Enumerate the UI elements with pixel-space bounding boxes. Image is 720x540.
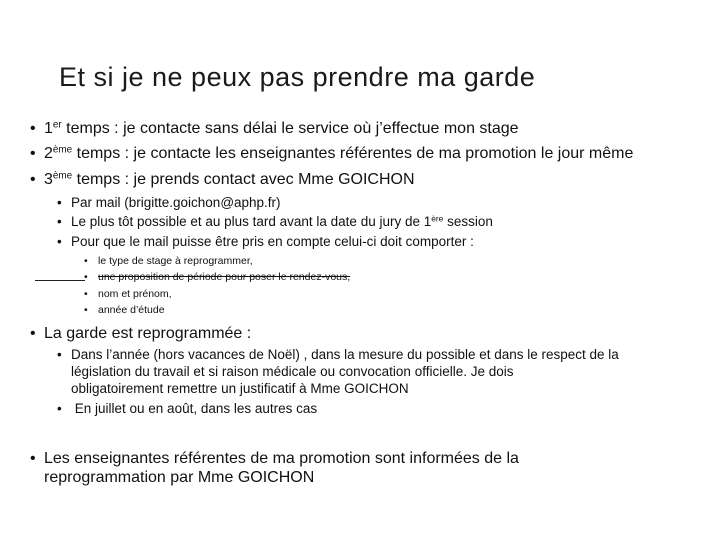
bullet: • xyxy=(30,171,36,188)
step-ordinal: er xyxy=(52,119,62,131)
bullet: • xyxy=(30,325,36,342)
step-number: 3 xyxy=(44,171,53,188)
contact-item-text: Par mail (brigitte.goichon@aphp.fr) xyxy=(71,195,281,210)
step-text: temps : je prends contact avec Mme GOICHON xyxy=(72,171,415,188)
mail-item xyxy=(84,271,350,283)
mail-item-text: le type de stage à reprogrammer, xyxy=(98,255,253,267)
contact-item-text: Le plus tôt possible et au plus tard avant la date du jury de 1 xyxy=(71,214,432,229)
bullet: • xyxy=(30,145,36,162)
reprog-heading-text: La garde est reprogrammée : xyxy=(44,325,252,342)
step-ordinal: ème xyxy=(52,170,73,182)
bullet: • xyxy=(57,401,62,416)
bullet: • xyxy=(30,120,36,137)
reprog-heading xyxy=(30,325,251,343)
reprog-item-year xyxy=(57,347,619,362)
step-text: temps : je contacte les enseignantes référentes de ma promotion le jour même xyxy=(72,145,634,162)
step-2 xyxy=(30,145,633,163)
reprog-item-year-line-3 xyxy=(71,381,409,396)
mail-item xyxy=(84,304,165,316)
bullet: • xyxy=(57,234,62,249)
bullet: • xyxy=(57,347,62,362)
reprog-item-summer xyxy=(57,401,317,416)
bullet: • xyxy=(84,304,88,316)
step-number: 1 xyxy=(44,120,53,137)
bullet: • xyxy=(84,288,88,300)
final-note-line-2 xyxy=(44,469,314,487)
contact-item-deadline xyxy=(57,214,493,229)
contact-item-text-end: session xyxy=(443,214,493,229)
final-note-text: Les enseignantes référentes de ma promotion sont informées de la xyxy=(44,450,519,467)
step-text: temps : je contacte sans délai le service où j’effectue mon stage xyxy=(61,120,519,137)
contact-item-requirements xyxy=(57,234,474,249)
divider-line xyxy=(35,280,85,281)
contact-item-ordinal: ère xyxy=(431,213,444,224)
step-number: 2 xyxy=(44,145,53,162)
step-1 xyxy=(30,120,519,138)
bullet: • xyxy=(84,255,88,267)
bullet: • xyxy=(57,195,62,210)
bullet: • xyxy=(84,271,88,283)
step-3 xyxy=(30,171,415,189)
step-ordinal: ème xyxy=(52,144,73,156)
mail-item-text: une proposition de période pour poser le rendez-vous, xyxy=(98,271,351,283)
slide-title: Et si je ne peux pas prendre ma garde xyxy=(59,62,536,92)
final-note xyxy=(30,450,519,468)
reprog-item-text: Dans l’année (hors vacances de Noël) , dans la mesure du possible et dans le respect de la xyxy=(71,347,619,362)
mail-item-text: année d’étude xyxy=(98,304,165,316)
mail-item xyxy=(84,255,253,267)
bullet: • xyxy=(57,214,62,229)
reprog-item-text: législation du travail et si raison médicale ou convocation officielle. Je dois xyxy=(71,364,514,379)
contact-item-mail xyxy=(57,195,281,210)
mail-item-text: nom et prénom, xyxy=(98,288,172,300)
bullet: • xyxy=(30,450,36,467)
reprog-item-text: En juillet ou en août, dans les autres cas xyxy=(71,401,318,416)
contact-item-text: Pour que le mail puisse être pris en compte celui-ci doit comporter : xyxy=(71,234,474,249)
reprog-item-year-line-2 xyxy=(71,364,514,379)
final-note-text: reprogrammation par Mme GOICHON xyxy=(44,469,315,486)
mail-item xyxy=(84,288,172,300)
reprog-item-text: obligatoirement remettre un justificatif à Mme GOICHON xyxy=(71,381,409,396)
